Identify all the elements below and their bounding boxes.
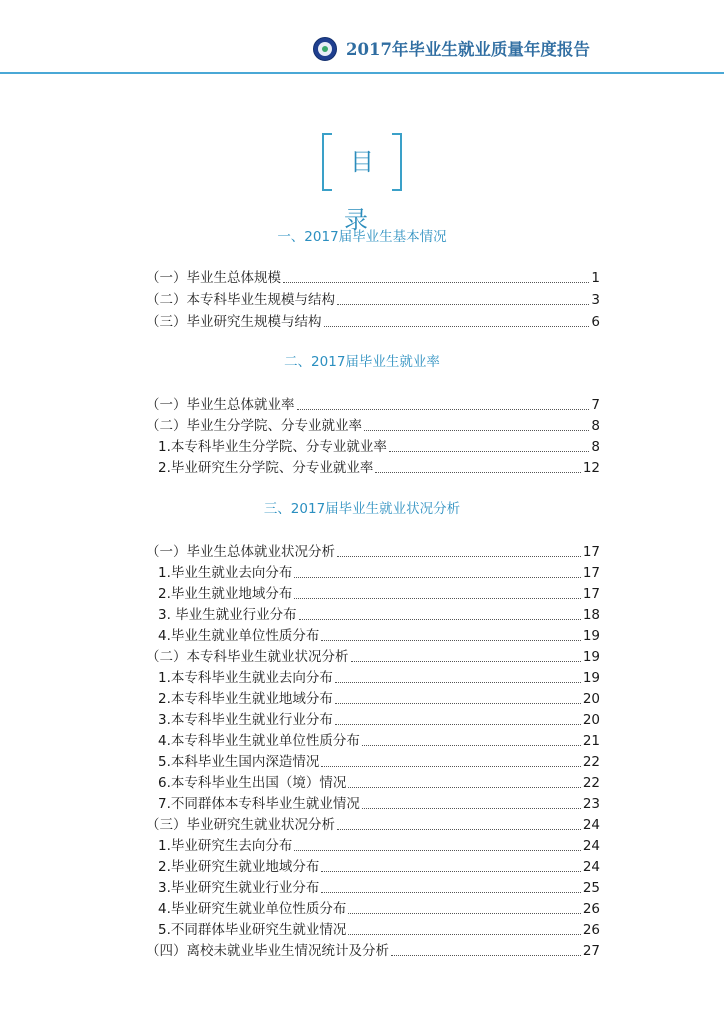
toc-entry-text: 5.不同群体毕业研究生就业情况	[158, 922, 347, 938]
toc-page-number: 20	[582, 691, 600, 707]
toc-entry-text: 4.毕业生就业单位性质分布	[158, 628, 320, 644]
dot-leader	[283, 268, 589, 283]
toc-page-number: 18	[582, 607, 600, 623]
toc-page-number: 8	[591, 439, 600, 455]
toc-page-number: 12	[582, 460, 600, 476]
toc-entry-text: 2.本专科毕业生就业地域分布	[158, 691, 333, 707]
toc-page-number: 26	[582, 901, 600, 917]
toc-entry-text: 2.毕业生就业地域分布	[158, 586, 293, 602]
toc-entry[interactable]	[158, 731, 600, 751]
university-seal-logo-icon	[313, 37, 337, 61]
toc-entry-text: （一）毕业生总体就业率	[146, 397, 295, 413]
toc-entry-text: 4.毕业研究生就业单位性质分布	[158, 901, 347, 917]
toc-entry[interactable]	[158, 752, 600, 772]
dot-leader	[375, 458, 580, 473]
toc-entry-text: （三）毕业研究生规模与结构	[146, 314, 322, 330]
toc-entry-text: 3.毕业研究生就业行业分布	[158, 880, 320, 896]
toc-entry[interactable]	[158, 668, 600, 688]
toc-entry-text: 1.毕业生就业去向分布	[158, 565, 293, 581]
toc-title-frame	[322, 133, 402, 234]
toc-entry[interactable]	[158, 899, 600, 919]
toc-entry-text: 4.本专科毕业生就业单位性质分布	[158, 733, 360, 749]
report-title: 2017年毕业生就业质量年度报告	[346, 40, 590, 59]
dot-leader	[348, 773, 580, 788]
dot-leader	[348, 899, 580, 914]
toc-entry[interactable]	[146, 268, 600, 288]
toc-page-number: 17	[582, 586, 600, 602]
toc-heading: 目录	[344, 148, 386, 234]
toc-entry[interactable]	[158, 584, 600, 604]
toc-entry[interactable]	[146, 416, 600, 436]
toc-entry-text: 5.本科毕业生国内深造情况	[158, 754, 320, 770]
dot-leader	[364, 416, 589, 431]
toc-entry-text: 1.本专科毕业生就业去向分布	[158, 670, 333, 686]
toc-entry-text: （一）毕业生总体就业状况分析	[146, 544, 335, 560]
toc-entry[interactable]	[158, 773, 600, 793]
dot-leader	[351, 647, 581, 662]
toc-page-number: 25	[582, 880, 600, 896]
toc-entry[interactable]	[146, 542, 600, 562]
toc-entry[interactable]	[158, 689, 600, 709]
dot-leader	[348, 920, 580, 935]
section-title-2: 二、2017届毕业生就业率	[284, 354, 440, 370]
toc-page-number: 26	[582, 922, 600, 938]
dot-leader	[321, 878, 580, 893]
dot-leader	[337, 290, 589, 305]
toc-entry[interactable]	[158, 920, 600, 940]
toc-entry-text: 1.本专科毕业生分学院、分专业就业率	[158, 439, 387, 455]
page-header	[0, 0, 724, 74]
toc-entry[interactable]	[158, 605, 600, 625]
toc-page-number: 17	[582, 565, 600, 581]
dot-leader	[321, 752, 580, 767]
toc-page-number: 3	[591, 292, 600, 308]
toc-entry[interactable]	[158, 857, 600, 877]
toc-entry-text: 6.本专科毕业生出国（境）情况	[158, 775, 347, 791]
toc-page-number: 22	[582, 754, 600, 770]
section-title-1: 一、2017届毕业生基本情况	[277, 229, 447, 245]
toc-entry[interactable]	[146, 941, 600, 961]
toc-entry-text: 2.毕业研究生就业地域分布	[158, 859, 320, 875]
toc-entry-text: （三）毕业研究生就业状况分析	[146, 817, 335, 833]
toc-page-number: 22	[582, 775, 600, 791]
toc-page-number: 6	[591, 314, 600, 330]
dot-leader	[335, 689, 581, 704]
toc-entry-text: 3. 毕业生就业行业分布	[158, 607, 297, 623]
toc-entry[interactable]	[158, 458, 600, 478]
toc-entry-text: （二）本专科毕业生规模与结构	[146, 292, 335, 308]
toc-page-number: 20	[582, 712, 600, 728]
toc-page-number: 19	[582, 628, 600, 644]
toc-entry[interactable]	[158, 437, 600, 457]
dot-leader	[335, 668, 581, 683]
toc-page-number: 21	[582, 733, 600, 749]
toc-entry[interactable]	[146, 815, 600, 835]
toc-page-number: 24	[582, 838, 600, 854]
toc-entry-text: （二）毕业生分学院、分专业就业率	[146, 418, 362, 434]
toc-entry-text: 7.不同群体本专科毕业生就业情况	[158, 796, 360, 812]
dot-leader	[391, 941, 581, 956]
toc-entry-text: （一）毕业生总体规模	[146, 270, 281, 286]
toc-page-number: 23	[582, 796, 600, 812]
toc-entry[interactable]	[146, 395, 600, 415]
toc-entry[interactable]	[158, 710, 600, 730]
toc-entry-text: 3.本专科毕业生就业行业分布	[158, 712, 333, 728]
toc-entry[interactable]	[158, 794, 600, 814]
dot-leader	[297, 395, 590, 410]
header-divider	[0, 72, 724, 74]
toc-entry-text: 1.毕业研究生去向分布	[158, 838, 293, 854]
dot-leader	[294, 836, 580, 851]
toc-entry-text: （二）本专科毕业生就业状况分析	[146, 649, 349, 665]
toc-entry[interactable]	[158, 836, 600, 856]
toc-page-number: 19	[582, 670, 600, 686]
toc-page-number: 8	[591, 418, 600, 434]
dot-leader	[335, 710, 581, 725]
section-title-3: 三、2017届毕业生就业状况分析	[263, 501, 461, 517]
dot-leader	[389, 437, 590, 452]
toc-entry[interactable]	[158, 563, 600, 583]
toc-entry[interactable]	[158, 626, 600, 646]
toc-page-number: 24	[582, 859, 600, 875]
toc-entry[interactable]	[158, 878, 600, 898]
toc-page-number: 24	[582, 817, 600, 833]
dot-leader	[294, 584, 580, 599]
toc-entry-text: 2.毕业研究生分学院、分专业就业率	[158, 460, 374, 476]
dot-leader	[321, 857, 580, 872]
dot-leader	[337, 542, 581, 557]
toc-entry[interactable]	[146, 312, 600, 332]
dot-leader	[362, 731, 581, 746]
toc-page-number: 17	[582, 544, 600, 560]
dot-leader	[324, 312, 590, 327]
toc-entry[interactable]	[146, 290, 600, 310]
toc-page-number: 19	[582, 649, 600, 665]
dot-leader	[337, 815, 581, 830]
dot-leader	[299, 605, 581, 620]
dot-leader	[362, 794, 581, 809]
toc-entry-text: （四）离校未就业毕业生情况统计及分析	[146, 943, 389, 959]
dot-leader	[294, 563, 580, 578]
toc-page-number: 7	[591, 397, 600, 413]
toc-page-number: 1	[591, 270, 600, 286]
dot-leader	[321, 626, 580, 641]
toc-entry[interactable]	[146, 647, 600, 667]
toc-page-number: 27	[582, 943, 600, 959]
